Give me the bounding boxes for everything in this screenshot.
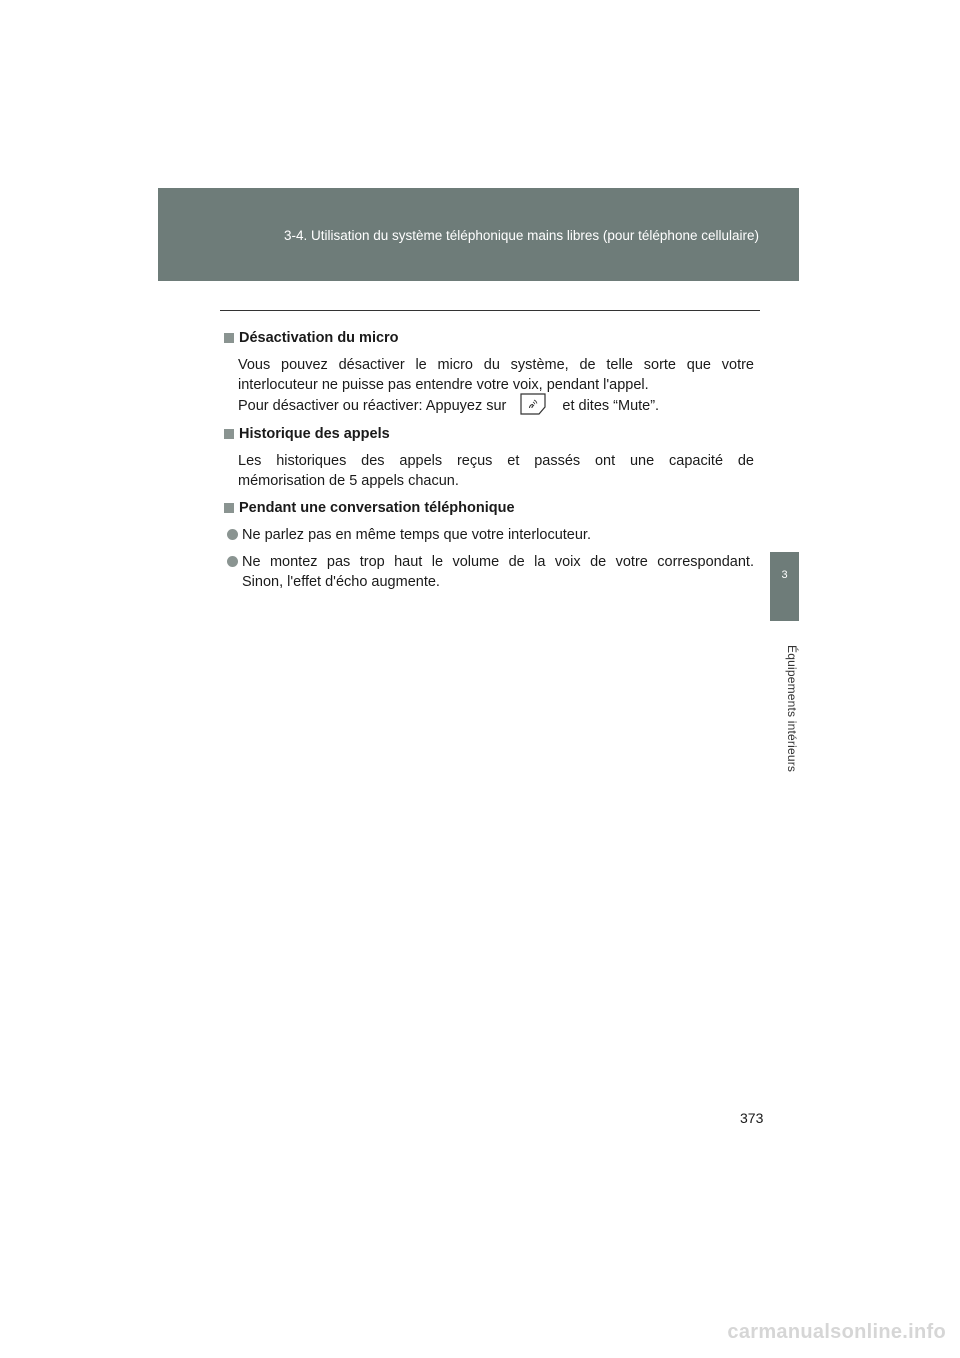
section-heading-history [224, 424, 754, 444]
section-title: Désactivation du micro [239, 330, 399, 346]
text-line-with-icon [238, 395, 754, 417]
chapter-tab[interactable] [770, 552, 799, 621]
talk-switch-icon [520, 393, 546, 415]
bullet-text [242, 552, 754, 592]
square-bullet-icon [224, 503, 234, 513]
text-fragment: Pour désactiver ou réactiver: Appuyez sur [238, 397, 507, 414]
chapter-number: 3 [781, 569, 788, 581]
list-item [224, 525, 754, 545]
text-line: Ne montez pas trop haut le volume de la voix de votre correspondant. [242, 554, 754, 570]
header-band [158, 188, 799, 281]
square-bullet-icon [224, 333, 234, 343]
section-heading-mute [224, 328, 754, 348]
text-line: interlocuteur ne puisse pas entendre votre voix, pendant l'appel. [238, 377, 649, 393]
circle-bullet-icon [227, 529, 238, 540]
text-line: Les historiques des appels reçus et passés ont une capacité de [238, 453, 754, 469]
page-number: 373 [740, 1110, 764, 1126]
paragraph-mute [238, 355, 754, 417]
section-divider [220, 310, 760, 311]
text-line: Vous pouvez désactiver le micro du système, de telle sorte que votre [238, 357, 754, 373]
bullet-text [242, 525, 754, 545]
page-content [224, 326, 754, 599]
section-title: Pendant une conversation téléphonique [239, 500, 515, 516]
chapter-label: Équipements intérieurs [785, 645, 799, 773]
square-bullet-icon [224, 429, 234, 439]
paragraph-history [238, 451, 754, 491]
text-line: mémorisation de 5 appels chacun. [238, 473, 459, 489]
list-item [224, 552, 754, 592]
circle-bullet-icon [227, 556, 238, 567]
watermark: carmanualsonline.info [727, 1321, 946, 1343]
text-line: Ne parlez pas en même temps que votre interlocuteur. [242, 527, 591, 543]
text-line: Sinon, l'effet d'écho augmente. [242, 574, 440, 590]
section-title: Historique des appels [239, 426, 390, 442]
section-header-title: 3-4. Utilisation du système téléphonique mains libres (pour téléphone cellulaire) [283, 228, 759, 243]
text-fragment: et dites “Mute”. [562, 397, 660, 414]
section-heading-conversation [224, 498, 754, 518]
